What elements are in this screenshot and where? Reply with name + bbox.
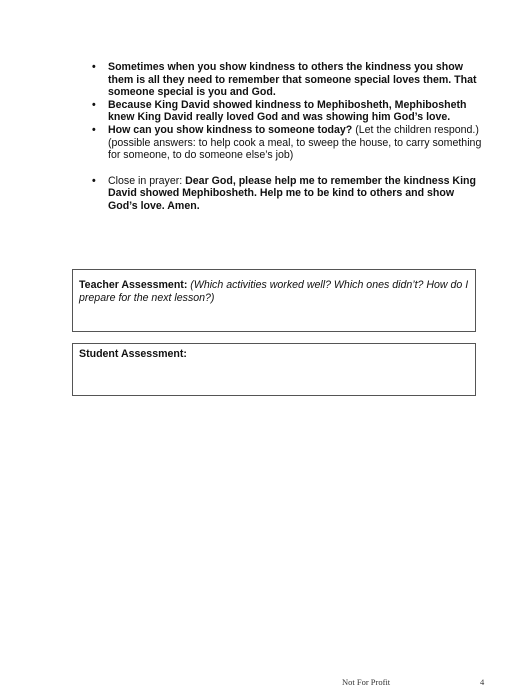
bullet-list (92, 61, 482, 213)
list-item (92, 99, 482, 124)
list-item (92, 175, 482, 213)
student-assessment-box (72, 343, 476, 396)
bullet-icon: • (92, 98, 96, 111)
list-item (92, 61, 482, 99)
bullet-text: Sometimes when you show kindness to others the kindness you show them is all they need to remember that someone special loves them. That someone special is you and God. (108, 61, 477, 99)
student-assessment-label: Student Assessment: (79, 348, 187, 360)
bullet-text: Because King David showed kindness to Mephibosheth, Mephibosheth knew King David really loved God and was showing him God’s love. (108, 98, 467, 124)
footer-note: Not For Profit (342, 677, 391, 687)
teacher-assessment-label: Teacher Assessment: (79, 279, 188, 291)
list-item (92, 124, 482, 162)
bullet-icon: • (92, 61, 96, 73)
bullet-icon: • (92, 123, 96, 136)
bullet-answers: (Let the children respond.) (possible answers: to help cook a meal, to sweep the house, to carry something for someone, to do someone else’s job) (108, 123, 482, 162)
prayer-intro: Close in prayer: (108, 174, 186, 187)
prayer-text: Dear God, please help me to remember the kindness King David showed Mephibosheth. Help me to be kind to others and show God’s love. Amen. (108, 174, 476, 212)
bullet-question: How can you show kindness to someone today? (108, 123, 353, 136)
page-number: 4 (480, 677, 485, 687)
teacher-assessment-box (72, 269, 476, 332)
bullet-icon: • (92, 174, 96, 187)
teacher-assessment-prompt: (Which activities worked well? Which ones didn’t? How do I prepare for the next lesson?) (79, 279, 469, 304)
